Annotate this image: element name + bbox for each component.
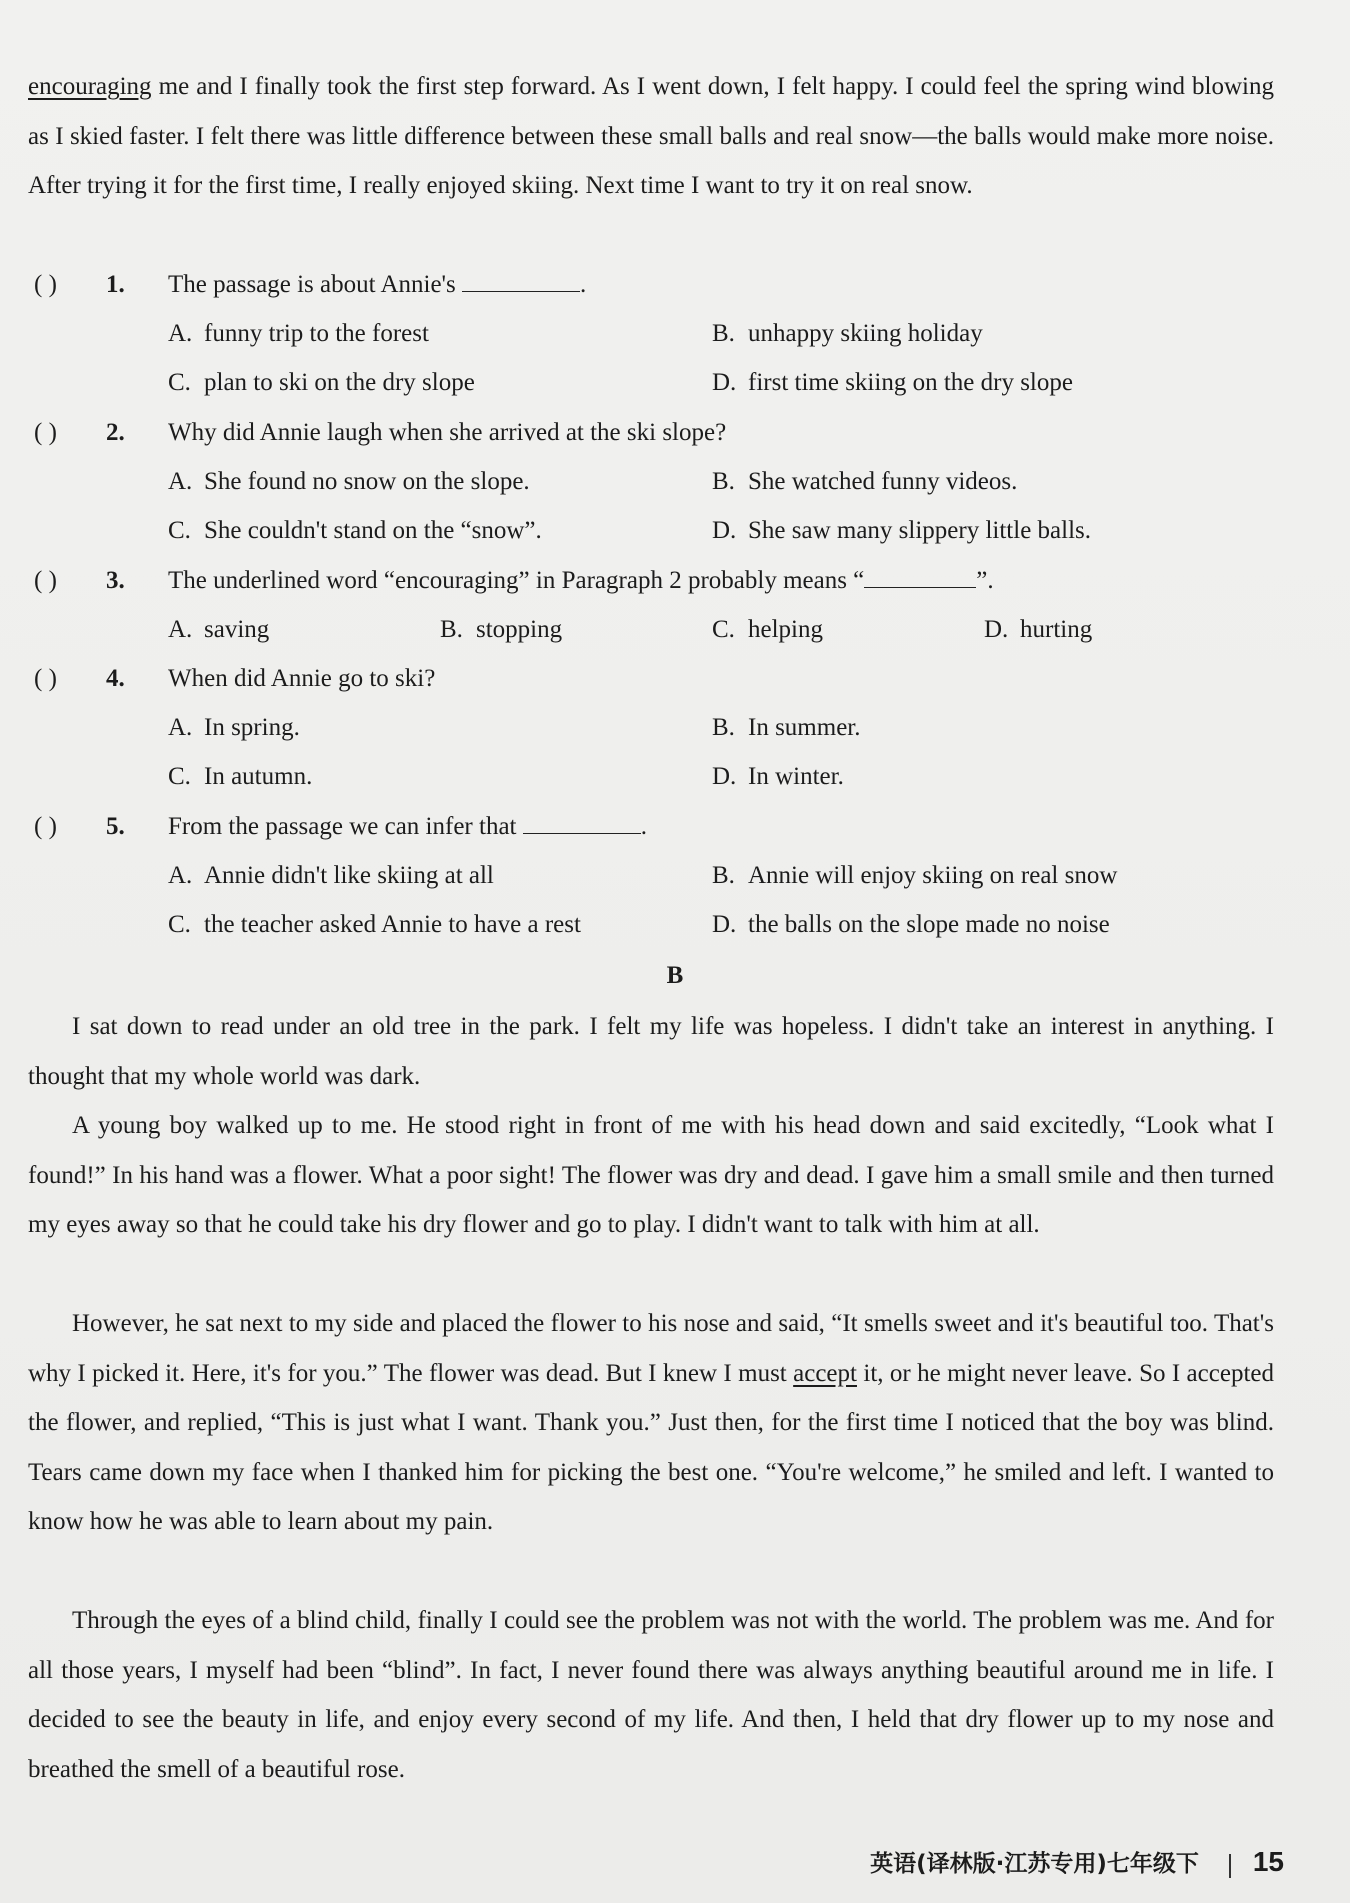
question-number: 1. [106,271,125,298]
passage-b-paragraph-2: A young boy walked up to me. He stood right in front of me with his head down and said excitedly, “Look what I found!” In his hand was a flower. What a poor sight! The flower was dry and dead. I gave him a small smile and then turned my eyes away so that he could take his dry flower and go to play. I didn't want to talk with him at all. [28,1112,1274,1238]
option-c[interactable]: C. helping [712,616,823,643]
option-a[interactable]: A. She found no snow on the slope. [168,468,530,495]
passage-b-paragraph-4: Through the eyes of a blind child, finally I could see the problem was not with the world. The problem was me. And for all those years, I myself had been “blind”. In fact, I never found there was always anything beautiful around me in life. I decided to see the beauty in life, and enjoy every second of my life. And then, I held that dry flower up to my nose and breathed the smell of a beautiful rose. [28,1607,1274,1783]
answer-blank[interactable] [523,811,641,834]
section-heading-b: B [666,962,684,989]
answer-blank[interactable] [864,565,976,588]
question-3 [28,556,1274,606]
answer-bracket[interactable]: ( ) [34,665,57,692]
question-text: When did Annie go to ski? [168,665,436,692]
option-c[interactable]: C. In autumn. [168,763,313,790]
question-text: Why did Annie laugh when she arrived at the ski slope? [168,419,727,446]
option-d[interactable]: D. She saw many slippery little balls. [712,517,1092,544]
question-text: From the passage we can infer that . [168,813,647,840]
question-number: 2. [106,419,125,446]
option-a[interactable]: A. In spring. [168,714,300,741]
page-number: 15 [1252,1846,1284,1877]
option-c[interactable]: C. plan to ski on the dry slope [168,369,475,396]
answer-bracket[interactable]: ( ) [34,271,57,298]
answer-bracket[interactable]: ( ) [34,567,57,594]
question-number: 4. [106,665,125,692]
underlined-word-encouraging: encouraging [28,73,152,100]
answer-bracket[interactable]: ( ) [34,813,57,840]
answer-blank[interactable] [462,269,580,292]
page-footer [870,1842,1284,1882]
option-b[interactable]: B. She watched funny videos. [712,468,1018,495]
underlined-word-accept: accept [793,1359,857,1387]
option-d[interactable]: D. In winter. [712,763,844,790]
passage-a-ending [28,62,1274,211]
passage-b-paragraph-1: I sat down to read under an old tree in the park. I felt my life was hopeless. I didn't take an interest in anything. I thought that my whole world was dark. [28,1013,1274,1090]
answer-bracket[interactable]: ( ) [34,419,57,446]
question-number: 3. [106,567,125,594]
option-b[interactable]: B. stopping [440,616,563,643]
option-d[interactable]: D. the balls on the slope made no noise [712,911,1110,938]
passage-a-text: me and I finally took the first step forward. As I went down, I felt happy. I could feel the spring wind blowing as I skied faster. I felt there was little difference between these small balls and real snow—the balls would make more noise. After trying it for the first time, I really enjoyed skiing. Next time I want to try it on real snow. [28,73,1274,199]
question-1 [28,260,1274,310]
option-c[interactable]: C. She couldn't stand on the “snow”. [168,517,542,544]
option-a[interactable]: A. Annie didn't like skiing at all [168,862,494,889]
option-b[interactable]: B. Annie will enjoy skiing on real snow [712,862,1118,889]
book-title: 英语(译林版·江苏专用)七年级下 [870,1851,1199,1877]
passage-b-paragraph-3: However, he sat next to my side and placed the flower to his nose and said, “It smells sweet and it's beautiful too. That's why I picked it. Here, it's for you.” The flower was dead. But I knew I must accept it, or he might never leave. So I accepted the flower, and replied, “This is just what I want. Thank you.” Just then, for the first time I noticed that the boy was blind. Tears came down my face when I thanked him for picking the best one. “You're welcome,” he smiled and left. I wanted to know how he was able to learn about my pain. [28,1310,1274,1535]
option-a[interactable]: A. saving [168,616,270,643]
question-text: The passage is about Annie's . [168,271,587,298]
option-b[interactable]: B. In summer. [712,714,861,741]
question-2 [28,408,1274,458]
question-5 [28,802,1274,852]
question-text: The underlined word “encouraging” in Paragraph 2 probably means “ ”. [168,567,994,594]
question-number: 5. [106,813,125,840]
footer-divider [1229,1854,1231,1878]
option-b[interactable]: B. unhappy skiing holiday [712,320,983,347]
option-d[interactable]: D. first time skiing on the dry slope [712,369,1073,396]
question-4 [28,654,1274,704]
option-a[interactable]: A. funny trip to the forest [168,320,429,347]
option-c[interactable]: C. the teacher asked Annie to have a rest [168,911,581,938]
option-d[interactable]: D. hurting [984,616,1093,643]
